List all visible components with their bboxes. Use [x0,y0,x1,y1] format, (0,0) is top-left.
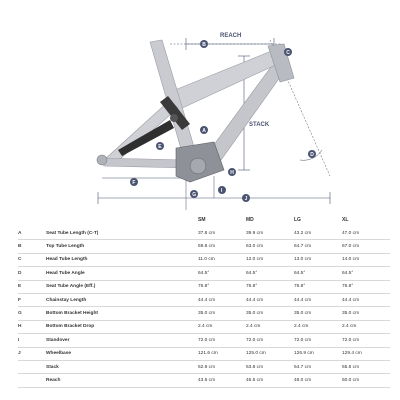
cell-sm: 35.0 cm [198,307,246,320]
row-parameter: Chainstay Length [46,293,198,306]
cell-xl: 65.6 cm [342,360,390,373]
svg-text:G: G [192,191,197,198]
cell-xl: 50.0 cm [342,374,390,387]
row-parameter: Stack [46,360,198,373]
cell-sm: 72.0 cm [198,334,246,347]
cell-sm: 43.5 cm [198,374,246,387]
svg-text:J: J [244,195,248,202]
row-letter: A [18,227,46,240]
dim-marker-a [200,126,208,134]
svg-text:I: I [221,187,223,194]
geometry-table [18,216,390,388]
table-row [18,253,390,266]
cell-lg: 126.9 cm [294,347,342,360]
table-header-row [18,216,390,227]
cell-md: 46.5 cm [246,374,294,387]
row-letter: F [18,293,46,306]
row-letter: C [18,253,46,266]
svg-text:B: B [202,41,206,48]
cell-md: 125.0 cm [246,347,294,360]
row-parameter: Standover [46,334,198,347]
cell-lg: 2.4 cm [294,320,342,333]
svg-text:A: A [202,127,206,134]
cell-lg: 64.5° [294,267,342,280]
svg-text:E: E [158,143,162,150]
row-letter: E [18,280,46,293]
cell-sm: 11.0 cm [198,253,246,266]
cell-xl: 129.4 cm [342,347,390,360]
cell-md: 64.5° [246,267,294,280]
geometry-table-area [0,216,400,400]
cell-sm: 76.8° [198,280,246,293]
cell-xl: 14.0 cm [342,253,390,266]
cell-lg: 76.8° [294,280,342,293]
stack-label: STACK [249,122,270,128]
cell-xl: 64.5° [342,267,390,280]
cell-xl: 76.8° [342,280,390,293]
row-parameter: Head Tube Angle [46,267,198,280]
dim-marker-h [228,168,236,176]
cell-lg: 35.0 cm [294,307,342,320]
table-row [18,334,390,347]
row-letter [18,374,46,387]
row-parameter: Wheelbase [46,347,198,360]
cell-sm: 2.4 cm [198,320,246,333]
row-parameter: Seat Tube Length (C-T) [46,227,198,240]
cell-sm: 44.4 cm [198,293,246,306]
dim-marker-e [156,142,164,150]
cell-lg: 64.7 cm [294,240,342,253]
table-row [18,267,390,280]
dim-marker-f [130,178,138,186]
bike-frame [97,40,294,182]
dim-marker-i [218,186,226,194]
row-parameter: Top Tube Length [46,240,198,253]
cell-lg: 48.0 cm [294,374,342,387]
table-row [18,307,390,320]
cell-lg: 72.0 cm [294,334,342,347]
header-size-xl: XL [342,217,349,223]
cell-sm: 37.8 cm [198,227,246,240]
dim-marker-d [308,150,316,158]
row-letter: H [18,320,46,333]
cell-xl: 2.4 cm [342,320,390,333]
cell-md: 44.4 cm [246,293,294,306]
header-size-lg: LG [294,217,301,223]
cell-lg: 43.2 cm [294,227,342,240]
row-letter: D [18,267,46,280]
svg-text:H: H [230,169,234,176]
table-row [18,227,390,240]
dim-marker-c [284,48,292,56]
cell-md: 39.9 cm [246,227,294,240]
cell-md: 12.0 cm [246,253,294,266]
row-parameter: Bottom Bracket Height [46,307,198,320]
cell-sm: 64.5° [198,267,246,280]
row-letter [18,360,46,373]
svg-text:F: F [132,179,136,186]
table-row [18,293,390,306]
cell-xl: 35.0 cm [342,307,390,320]
table-row [18,347,390,360]
header-parameter [46,216,198,227]
cell-sm: 121.6 cm [198,347,246,360]
row-letter: B [18,240,46,253]
cell-xl: 44.4 cm [342,293,390,306]
header-letter [18,216,46,227]
cell-md: 63.8 cm [246,360,294,373]
table-row [18,360,390,373]
cell-md: 76.8° [246,280,294,293]
reach-label: REACH [220,33,242,39]
cell-md: 63.0 cm [246,240,294,253]
cell-sm: 62.9 cm [198,360,246,373]
cell-xl: 47.0 cm [342,227,390,240]
cell-xl: 72.0 cm [342,334,390,347]
cell-lg: 64.7 cm [294,360,342,373]
cell-sm: 59.8 cm [198,240,246,253]
cell-lg: 44.4 cm [294,293,342,306]
header-size-md: MD [246,217,254,223]
header-size-sm: SM [198,217,206,223]
row-letter: G [18,307,46,320]
cell-xl: 67.0 cm [342,240,390,253]
row-parameter: Bottom Bracket Drop [46,320,198,333]
svg-text:D: D [310,151,314,158]
dim-marker-b [200,40,208,48]
table-row [18,374,390,387]
cell-md: 35.0 cm [246,307,294,320]
table-row [18,280,390,293]
dim-marker-g [190,190,198,198]
dim-marker-j [242,194,250,202]
table-row [18,320,390,333]
cell-lg: 13.0 cm [294,253,342,266]
cell-md: 2.4 cm [246,320,294,333]
table-row [18,240,390,253]
row-parameter: Seat Tube Angle (Eff.) [46,280,198,293]
row-parameter: Head Tube Length [46,253,198,266]
row-parameter: Reach [46,374,198,387]
row-letter: I [18,334,46,347]
cell-md: 72.0 cm [246,334,294,347]
svg-text:C: C [286,49,290,56]
row-letter: J [18,347,46,360]
